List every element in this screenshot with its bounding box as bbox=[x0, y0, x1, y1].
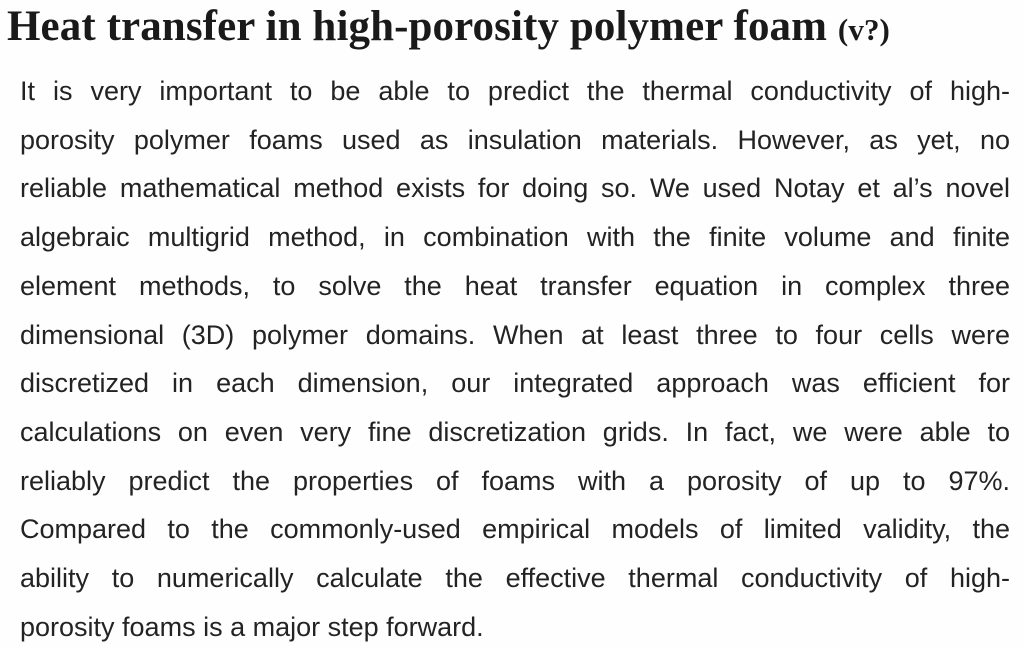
paragraph-line: reliable mathematical method exists for doing so. We used Notay et al’s novel bbox=[20, 173, 1010, 204]
paragraph-line: It is very important to be able to predict the thermal conductivity of high- bbox=[20, 76, 1010, 106]
paragraph-line: algebraic multigrid method, in combination with the finite volume and finite bbox=[20, 222, 1010, 253]
title-text: Heat transfer in high-porosity polymer foam bbox=[7, 3, 828, 50]
paragraph-line: Compared to the commonly-used empirical models of limited validity, the bbox=[20, 514, 1010, 545]
paragraph-line: dimensional (3D) polymer domains. When at least three to four cells were bbox=[20, 319, 1010, 350]
document-title bbox=[7, 0, 890, 59]
title-version-note: (v?) bbox=[837, 12, 890, 47]
abstract-paragraph bbox=[20, 67, 1010, 651]
paragraph-line: porosity polymer foams used as insulation materials. However, as yet, no bbox=[20, 124, 1010, 155]
paragraph-line: discretized in each dimension, our integrated approach was efficient for bbox=[20, 368, 1010, 399]
paragraph-line: calculations on even very fine discretization grids. In fact, we were able to bbox=[20, 416, 1010, 447]
paragraph-line: reliably predict the properties of foams with a porosity of up to 97%. bbox=[20, 465, 1010, 496]
paragraph-line: element methods, to solve the heat transfer equation in complex three bbox=[20, 270, 1010, 301]
paragraph-line: ability to numerically calculate the effective thermal conductivity of high- bbox=[20, 563, 1010, 594]
paragraph-line: porosity foams is a major step forward. bbox=[20, 611, 484, 642]
